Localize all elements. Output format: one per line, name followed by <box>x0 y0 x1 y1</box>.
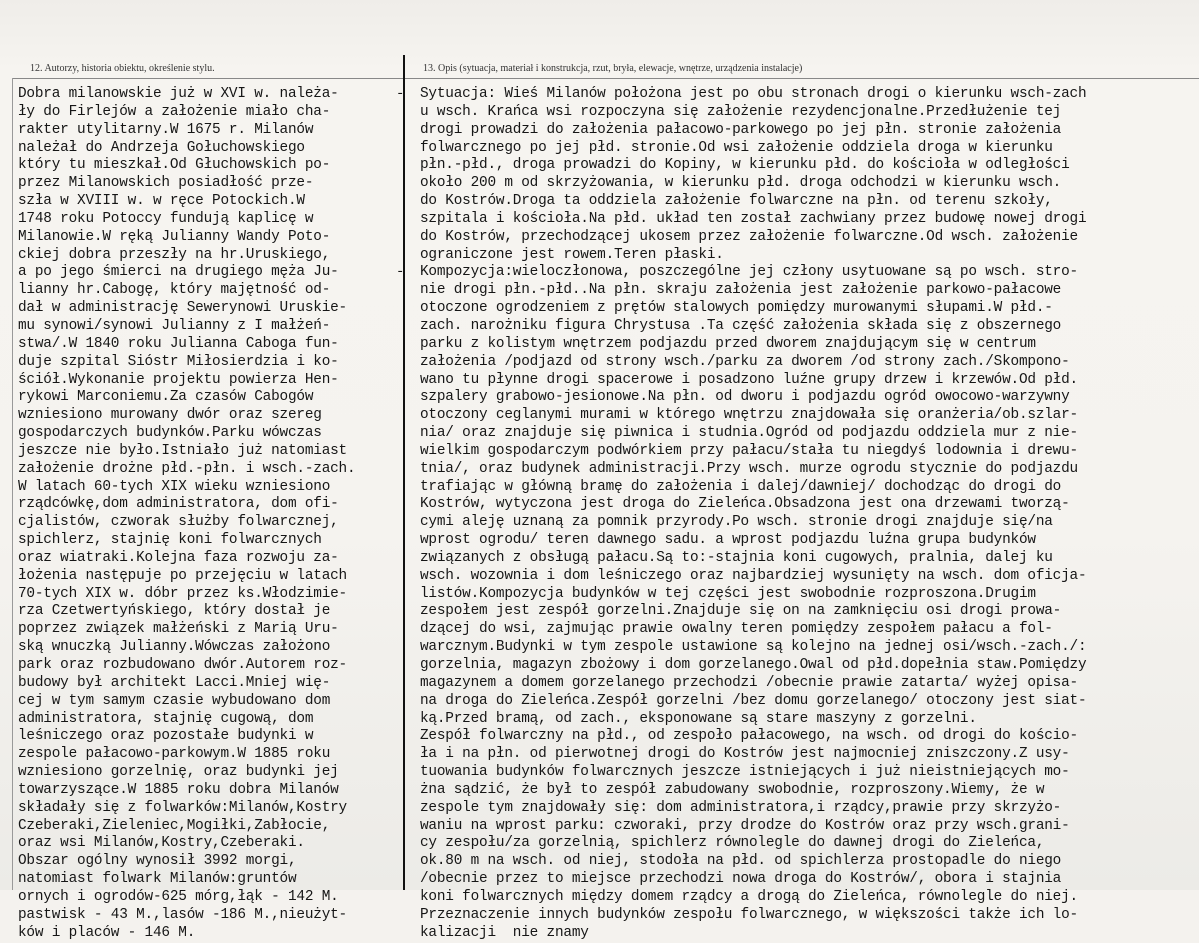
left-text-line: oraz wsi Milanów,Kostry,Czeberaki. <box>18 835 305 852</box>
left-text-line: Obszar ogólny wynosił 3992 morgi, <box>18 853 297 870</box>
left-text-line: ków i placów - 146 M. <box>18 924 196 941</box>
left-text-line: rządcówkę,dom administratora, dom ofi- <box>18 496 339 513</box>
right-text-line: założenia /podjazd od strony wsch./parku za dworem /od strony zach./Skompono- <box>420 353 1070 370</box>
right-text-line: waniu na wprost parku: czworaki, przy drodze do Kostrów oraz przy wsch.grani- <box>420 817 1070 834</box>
right-text-line: Kostrów, wytyczona jest droga do Zieleńca.Obsadzona jest ona drzewami tworzą- <box>420 496 1070 513</box>
right-text-line: parku z kolistym wnętrzem podjazdu przed dworem znajdującym się w centrum <box>420 335 1036 352</box>
left-text-line: 1748 roku Potoccy fundują kaplicę w <box>18 210 314 227</box>
right-text-line: na droga do Zieleńca.Zespół gorzelni /bez domu gorzelanego/ otoczony jest siat- <box>420 692 1087 709</box>
left-text-line: natomiast folwark Milanów:gruntów <box>18 871 297 888</box>
right-text-line: wprost ogrodu/ teren dawnego sadu. a wprost podjazdu luźna grupa budynków <box>420 532 1036 549</box>
right-text-line: Sytuacja: Wieś Milanów położona jest po obu stronach drogi o kierunku wsch-zach <box>420 86 1087 102</box>
right-text-line: Przeznaczenie innych budynków zespołu folwarcznego, w większości także ich lo- <box>420 906 1078 923</box>
right-text-line: Kompozycja:wieloczłonowa, poszczególne jej człony usytuowane są po wsch. stro- <box>420 264 1078 281</box>
right-text-line: gorzelnia, magazyn zbożowy i dom gorzelanego.Owal od płd.dopełnia staw.Pomiędzy <box>420 657 1087 673</box>
left-text-line: łożenia następuje po przejęciu w latach <box>18 567 347 584</box>
left-text-line: ckiej dobra przeszły na hr.Uruskiego, <box>18 246 331 263</box>
left-margin-line <box>12 78 13 890</box>
right-text-line: kalizacji nie znamy <box>420 924 589 941</box>
left-text-line: założenie drożne płd.-płn. i wsch.-zach. <box>18 460 356 477</box>
left-text-line: leśniczego oraz pozostałe budynki w <box>18 728 314 745</box>
left-text-line: ściół.Wykonanie projektu powierza Hen- <box>18 371 339 388</box>
left-text-line: Czeberaki,Zieleniec,Mogiłki,Zabłocie, <box>18 817 331 834</box>
left-text-line: rakter utylitarny.W 1675 r. Milanów <box>18 121 314 138</box>
left-text-line: jeszcze nie było.Istniało już natomiast <box>18 442 347 459</box>
left-text-line: ły do Firlejów a założenie miało cha- <box>18 103 331 120</box>
left-text-line: pastwisk - 43 M.,lasów -186 M.,nieużyt- <box>18 906 347 923</box>
left-text-line: spichlerz, stajnię koni folwarcznych <box>18 532 322 549</box>
right-column-header: 13. Opis (sytuacja, materiał i konstrukcja, rzut, bryła, elewacje, wnętrze, urządzenia instalacje) <box>423 63 803 74</box>
left-text-line: wzniesiono murowany dwór oraz szereg <box>18 407 322 424</box>
right-text-line: ła i na płn. od pierwotnej drogi do Kostrów jest najmocniej zniszczony.Z usy- <box>420 746 1070 763</box>
left-text-line: należał do Andrzeja Gołuchowskiego <box>18 139 305 156</box>
right-text-line: dzącej do wsi, zajmując prawie owalny teren pomiędzy zespołem pałacu a fol- <box>420 621 1053 638</box>
left-text-line: lianny hr.Cabogę, który majętność od- <box>18 282 331 299</box>
right-text-line: szpalery grabowo-jesionowe.Na płn. od dworu i podjazdu ogród owocowo-warzywny <box>420 389 1070 406</box>
right-text-line: nia/ oraz znajduje się piwnica i studnia.Ogród od podjazdu oddziela mur z nie- <box>420 425 1078 442</box>
left-text-line: W latach 60-tych XIX wieku wzniesiono <box>18 478 331 495</box>
right-text-line: tuowania budynków folwarcznych jeszcze istniejących i już nieistniejących mo- <box>420 764 1070 781</box>
left-text-line: cej w tym samym czasie wybudowano dom <box>18 692 331 709</box>
right-text-line: folwarcznego po jej płd. stronie.Od wsi założenie oddziela droga w kierunku <box>420 139 1053 156</box>
left-text-line: budowy był architekt Lacci.Mniej wię- <box>18 674 331 691</box>
right-text-line: magazynem a domem gorzelanego przechodzi /obecnie prawie zatarta/ wyżej opisa- <box>420 674 1078 691</box>
right-text-line: cymi aleję uznaną za pomnik przyrody.Po wsch. stronie drogi znajduje się/na <box>420 514 1053 531</box>
right-text-line: żna sądzić, że był to zespół zabudowany swobodnie, rozproszony.Wiemy, że w <box>420 781 1045 798</box>
left-text-line: cjalistów, czworak służby folwarcznej, <box>18 514 339 531</box>
right-text-line: wsch. wozownia i dom leśniczego oraz najbardziej wysunięty na wsch. dom oficja- <box>420 567 1087 584</box>
left-text-line: który tu mieszkał.Od Głuchowskich po- <box>18 157 331 174</box>
right-text-line: drogi prowadzi do założenia pałacowo-parkowego po jej płn. stronie założenia <box>420 121 1062 138</box>
right-text-line: zespole tym znajdowały się: dom administratora,i rządcy,prawie przy skrzyżo- <box>420 799 1062 816</box>
left-text-line: Milanowie.W ręką Julianny Wandy Poto- <box>18 228 331 245</box>
left-text-line: 70-tych XIX w. dóbr przez ks.Włodzimie- <box>18 585 347 602</box>
right-text-line: warcznym.Budynki w tym zespole ustawione są kolejno na jednej osi/wsch.-zach./: <box>420 639 1087 656</box>
right-text-line: płn.-płd., droga prowadzi do Kopiny, w kierunku płd. do kościoła w odległości <box>420 157 1070 174</box>
header-divider <box>12 78 1199 79</box>
right-text-line: zach. narożniku figura Chrystusa .Ta część założenia składa się z obszernego <box>420 317 1062 334</box>
right-text-line: do Kostrów.Droga ta oddziela założenie folwarczne na płn. od terenu szkoły, <box>420 193 1053 210</box>
right-text-line: ograniczone jest rowem.Teren płaski. <box>420 246 724 263</box>
right-text-line: koni folwarcznych między domem rządcy a drogą do Zieleńca, równolegle do niej. <box>420 888 1078 905</box>
left-text-line: Dobra milanowskie już w XVI w. należa- <box>18 86 339 102</box>
left-column-text <box>18 86 355 943</box>
right-text-line: u wsch. Krańca wsi rozpoczyna się założenie rezydencjonalne.Przedłużenie tej <box>420 103 1062 120</box>
left-text-line: duje szpital Sióstr Miłosierdzia i ko- <box>18 353 339 370</box>
right-text-line: otoczony ceglanymi murami w którego wnętrzu znajdowała się oranżeria/ob.szlar- <box>420 407 1078 424</box>
right-text-line: zespołem jest zespół gorzelni.Znajduje się on na zamknięciu osi drogi prowa- <box>420 603 1062 620</box>
left-text-line: ornych i ogrodów-625 mórg,łąk - 142 M. <box>18 888 339 905</box>
right-text-line: listów.Kompozycja budynków w tej części jest swobodnie rozproszona.Drugim <box>420 585 1036 602</box>
right-text-line: wano tu płynne drogi spacerowe i posadzono luźne grupy drzew i krzewów.Od płd. <box>420 371 1078 388</box>
margin-dash-kompozycja: - <box>396 264 405 280</box>
left-text-line: przez Milanowskich posiadłość prze- <box>18 175 314 192</box>
right-text-line: ok.80 m na wsch. od niej, stodoła na płd. od spichlerza prostopadle do niego <box>420 853 1062 870</box>
left-text-line: szła w XVIII w. w ręce Potockich.W <box>18 193 305 210</box>
left-text-line: oraz wiatraki.Kolejna faza rozwoju za- <box>18 549 339 566</box>
left-text-line: rykowi Marconiemu.Za czasów Cabogów <box>18 389 314 406</box>
left-text-line: park oraz rozbudowano dwór.Autorem roz- <box>18 657 347 673</box>
right-text-line: trafiając w główną bramę do założenia i dalej/dawniej/ dochodząc do drogi do <box>420 478 1062 495</box>
right-text-line: około 200 m od skrzyżowania, w kierunku płd. droga odchodzi w kierunku wsch. <box>420 175 1062 192</box>
margin-dash-sytuacja: - <box>396 86 405 102</box>
column-divider <box>403 55 405 890</box>
left-text-line: składały się z folwarków:Milanów,Kostry <box>18 799 347 816</box>
left-text-line: dał w administrację Sewerynowi Uruskie- <box>18 300 347 317</box>
left-text-line: gospodarczych budynków.Parku wówczas <box>18 425 322 442</box>
left-column-header: 12. Autorzy, historia obiektu, określenie stylu. <box>30 63 215 74</box>
right-text-line: cy zespołu/za gorzelnią, spichlerz równolegle do dawnej drogi do Zieleńca, <box>420 835 1045 852</box>
right-text-line: związanych z obsługą pałacu.Są to:-stajnia koni cugowych, pralnia, dalej ku <box>420 549 1053 566</box>
left-text-line: mu synowi/synowi Julianny z I małżeń- <box>18 317 331 334</box>
left-text-line: stwa/.W 1840 roku Julianna Caboga fun- <box>18 335 339 352</box>
right-text-line: /obecnie przez to miejsce przechodzi nowa droga do Kostrów/, obora i stajnia <box>420 871 1062 888</box>
right-text-line: otoczone ogrodzeniem z prętów stalowych pomiędzy murowanymi słupami.W płd.- <box>420 300 1053 317</box>
left-text-line: towarzyszące.W 1885 roku dobra Milanów <box>18 781 339 798</box>
left-text-line: wzniesiono gorzelnię, oraz budynki jej <box>18 764 339 781</box>
left-text-line: a po jego śmierci na drugiego męża Ju- <box>18 264 339 281</box>
right-text-line: do Kostrów, przechodzącej ukosem przez założenie folwarczne.Od wsch. założenie <box>420 228 1078 245</box>
right-text-line: ką.Przed bramą, od zach., eksponowane są stare maszyny z gorzelni. <box>420 710 977 727</box>
left-text-line: poprzez związek małżeński z Marią Uru- <box>18 621 339 638</box>
left-text-line: zespole pałacowo-parkowym.W 1885 roku <box>18 746 331 763</box>
right-text-line: nie drogi płn.-płd..Na płn. skraju założenia jest założenie parkowo-pałacowe <box>420 282 1062 299</box>
right-text-line: szpitala i kościoła.Na płd. układ ten został zachwiany przez budowę nowej drogi <box>420 210 1087 227</box>
left-text-line: ską wnuczką Julianny.Wówczas założono <box>18 639 331 656</box>
left-text-line: administratora, stajnię cugową, dom <box>18 710 314 727</box>
right-text-line: Zespół folwarczny na płd., od zespoło pałacowego, na wsch. od drogi do kościo- <box>420 728 1078 745</box>
right-text-line: tnia/, oraz budynek administracji.Przy wsch. murze ogrodu stycznie do podjazdu <box>420 460 1078 477</box>
left-text-line: rza Czetwertyńskiego, który dostał je <box>18 603 331 620</box>
right-text-line: wielkim gospodarczym podwórkiem przy pałacu/stała tu niegdyś lodownia i drewu- <box>420 442 1078 459</box>
right-column-text <box>420 86 1086 943</box>
